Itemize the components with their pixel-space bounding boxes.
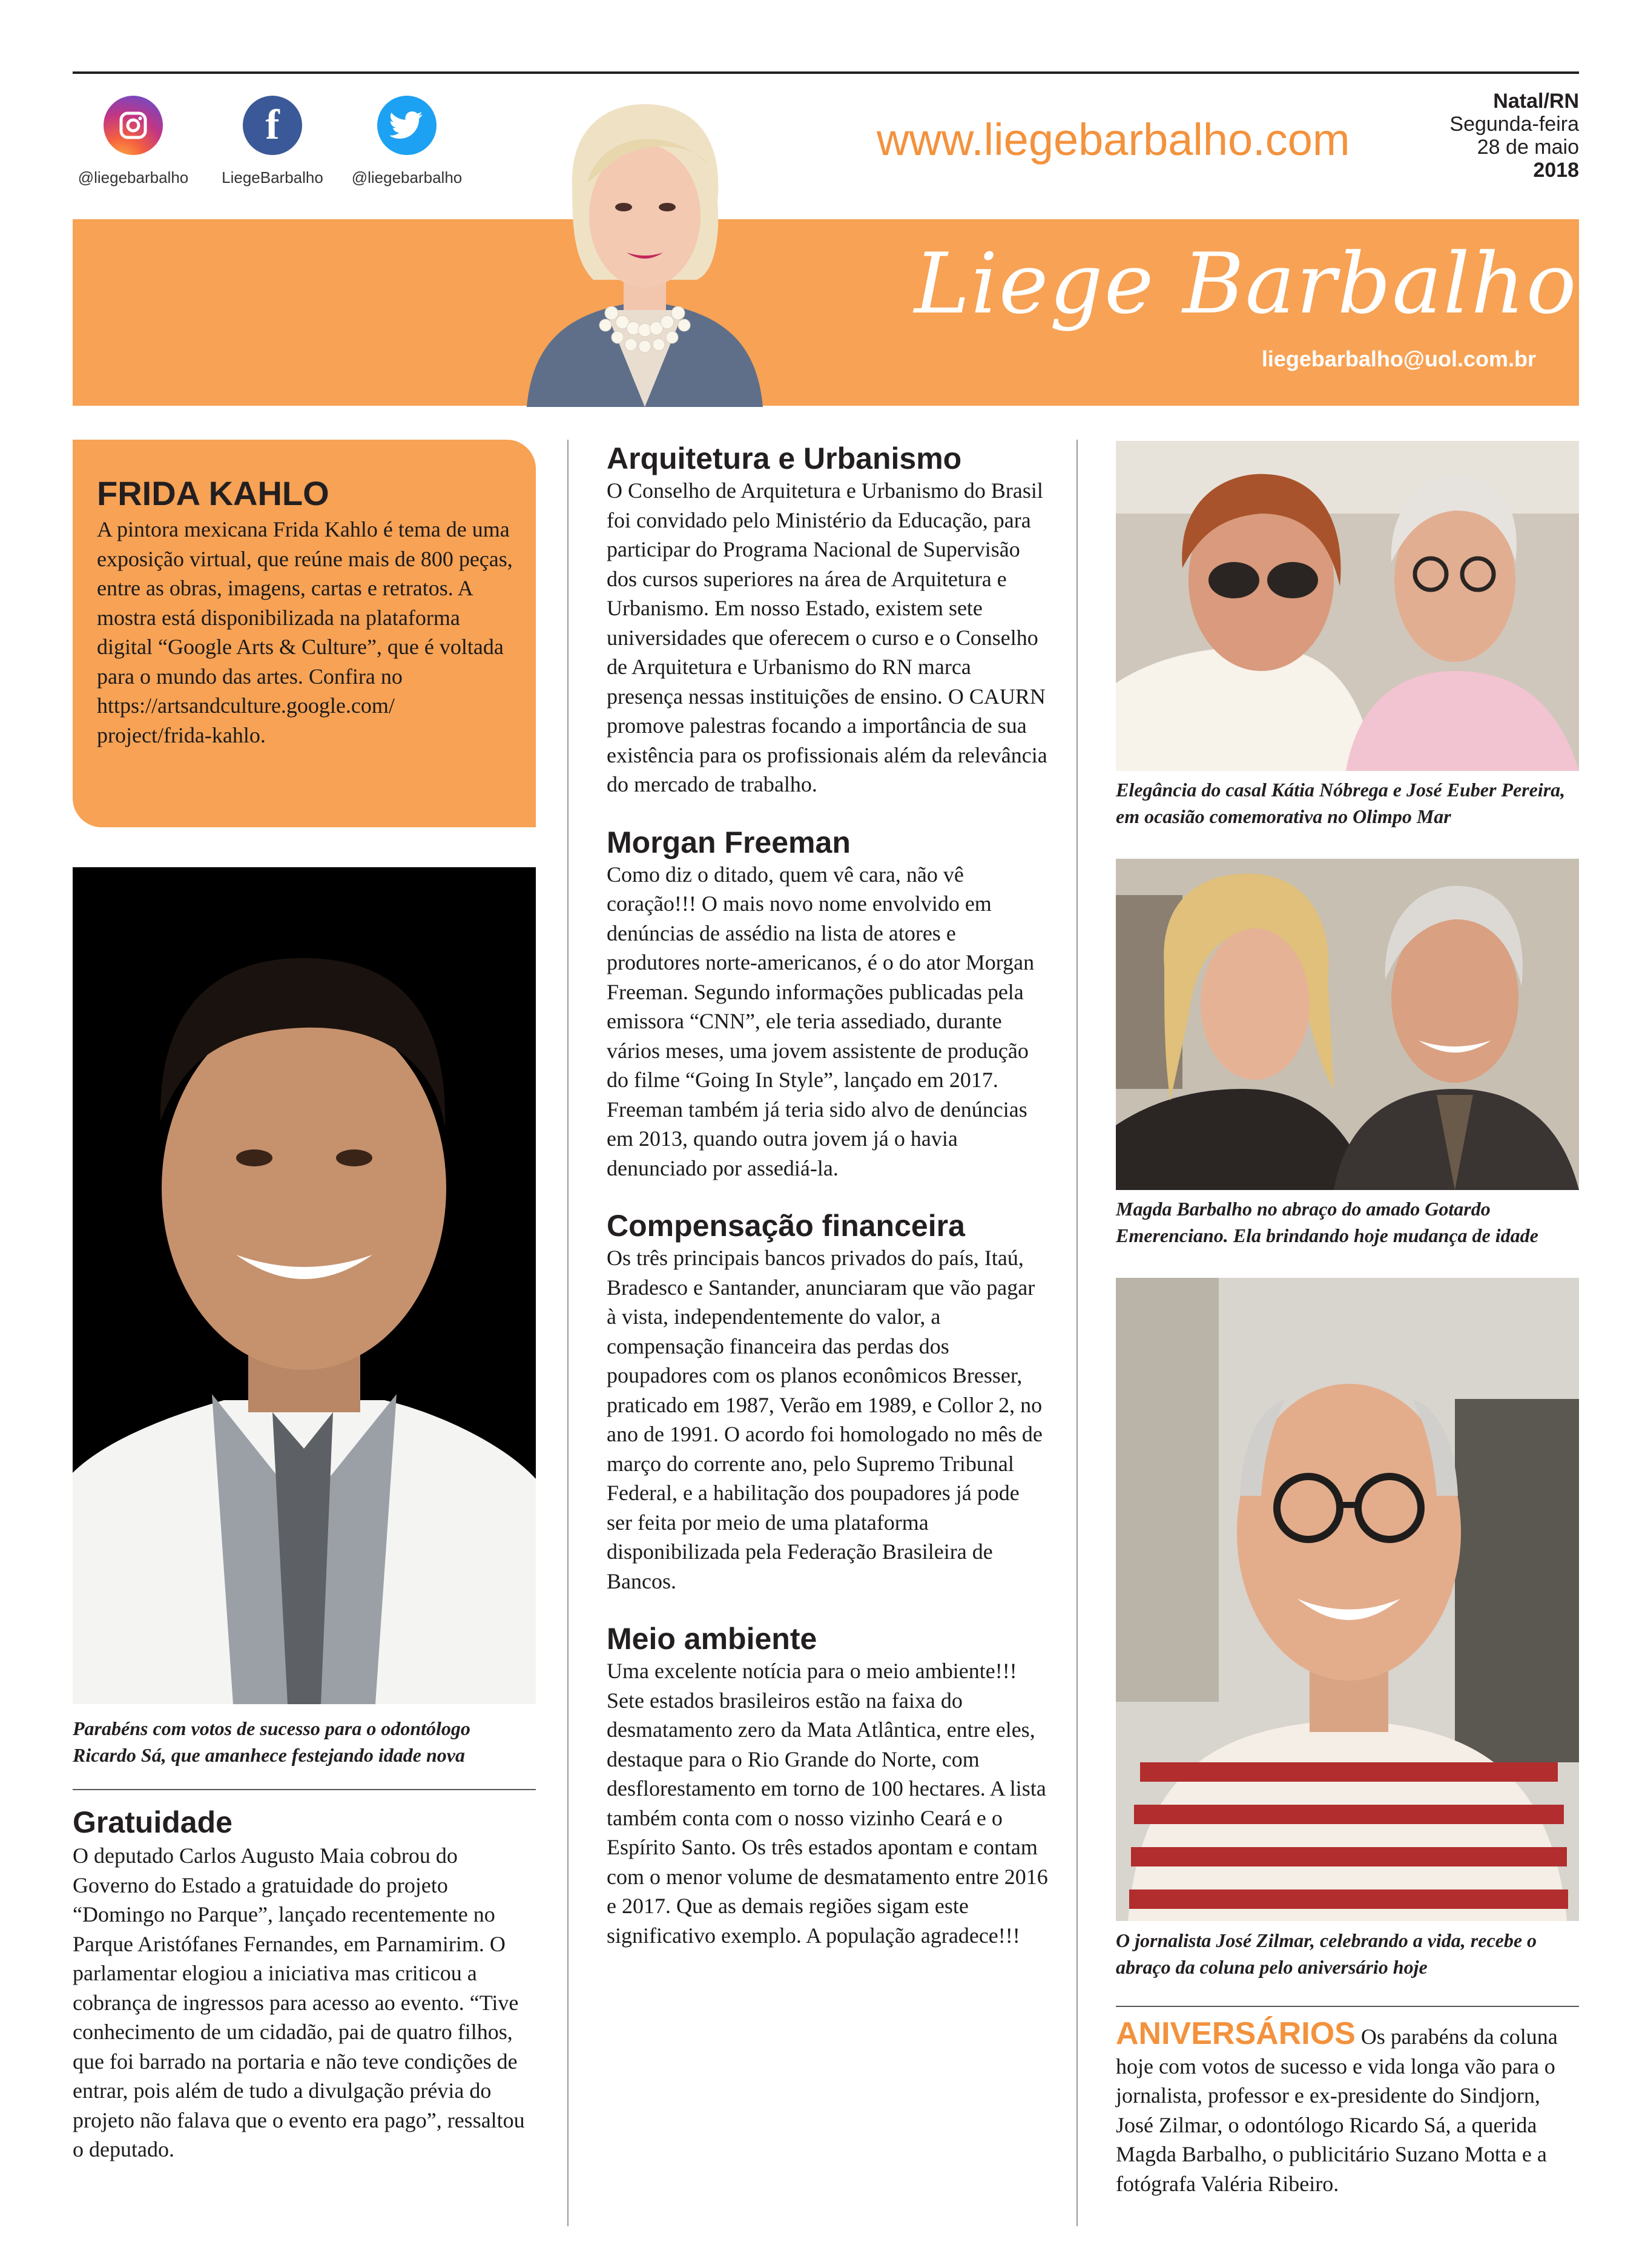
- article-title: Meio ambiente: [607, 1622, 817, 1656]
- dateline-year: 2018: [1533, 159, 1579, 182]
- article-body: Uma excelente notícia para o meio ambiente!!! Sete estados brasileiros estão na faixa do desmatamento zero da Mata Atlântica, entre eles, destaque para o Rio Grande do Norte, com desflorestamento em torno de 100 hectares. A lista também conta com o nosso vizinho Ceará e o Espírito Santo. Os três estados apontam e contam com o menor volume de desmatamento entre 2016 e 2017. Que as demais regiões sigam este significativo exemplo. A população agradece!!!: [607, 1659, 1048, 1948]
- ricardo-sa-caption: Parabéns com votos de sucesso para o odontólogo Ricardo Sá, que amanhece festejando idade nova: [73, 1718, 470, 1766]
- article-title: Compensação financeira: [607, 1209, 965, 1243]
- article-morgan-freeman: [607, 825, 1049, 1183]
- article-compensacao: [607, 1208, 1049, 1596]
- middle-column: [607, 441, 1049, 1950]
- frida-box: [73, 440, 536, 827]
- zilmar-photo: [1116, 1278, 1579, 1921]
- facebook-icon: f: [243, 96, 302, 155]
- twitter-handle: @liegebarbalho: [351, 168, 463, 187]
- gratuidade-title: Gratuidade: [73, 1805, 232, 1839]
- instagram-handle: @liegebarbalho: [77, 168, 189, 187]
- gratuidade-body: O deputado Carlos Augusto Maia cobrou do Governo do Estado a gratuidade do projeto “Domingo no Parque”, lançado recentemente no Parque Aristófanes Fernandes, em Parnamirim. O parlamentar elogiou a iniciativa mas criticou a cobrança de ingressos para acesso ao evento. “Tive conhecimento de um cidadão, pai de quatro filhos, que foi barrado na portaria e não teve condições de entrar, pois além de tudo a divulgação prévia do projeto não falava que o evento era pago”, ressaltou o deputado.: [73, 1843, 525, 2161]
- article-title: Arquitetura e Urbanismo: [607, 441, 962, 475]
- couple-photo-2-caption: Magda Barbalho no abraço do amado Gotardo Emerenciano. Ela brindando hoje mudança de idade: [1116, 1198, 1538, 1246]
- email-address[interactable]: liegebarbalho@uol.com.br: [1261, 346, 1536, 371]
- website-url[interactable]: www.liegebarbalho.com: [877, 114, 1350, 165]
- left-divider: [73, 1789, 536, 1790]
- article-meio-ambiente: [607, 1621, 1049, 1950]
- social-instagram[interactable]: [67, 96, 200, 187]
- column-rule-left: [567, 440, 569, 2226]
- article-body: O Conselho de Arquitetura e Urbanismo do Brasil foi convidado pelo Ministério da Educação, para participar do Programa Nacional de Supervisão dos cursos superiores na área de Arquitetura e Urbanismo. Em nosso Estado, existem sete universidades que oferecem o curso e o Conselho de Arquitetura e Urbanismo do RN marca presença nessas instituições de ensino. O CAURN promove palestras focando a importância de sua existência para os profissionais além da relevância do mercado de trabalho.: [607, 478, 1047, 796]
- social-twitter[interactable]: [340, 96, 473, 187]
- column-name: Liege Barbalho: [914, 235, 1578, 332]
- couple-photo-1-caption: Elegância do casal Kátia Nóbrega e José Euber Pereira, em ocasião comemorativa no Olimpo Mar: [1116, 779, 1566, 827]
- aniversarios-label: ANIVERSÁRIOS: [1116, 2016, 1356, 2051]
- article-body: Como diz o ditado, quem vê cara, não vê coração!!! O mais novo nome envolvido em denúncias de assédio na lista de atores e produtores norte-americanos, é o do ator Morgan Freeman. Segundo informações publicadas pela emissora “CNN”, ele teria assediado, durante vários meses, uma jovem assistente de produção do filme “Going In Style”, lançado em 2017. Freeman também já teria sido alvo de denúncias em 2013, quando outra jovem já o havia denunciado por assediá-la.: [607, 862, 1035, 1180]
- right-divider: [1116, 2006, 1579, 2007]
- frida-title: FRIDA KAHLO: [97, 474, 329, 512]
- couple-photo-2: [1116, 859, 1579, 1190]
- dateline-location: Natal/RN: [1493, 90, 1579, 113]
- frida-body: A pintora mexicana Frida Kahlo é tema de uma exposição virtual, que reúne mais de 800 peças, entre as obras, imagens, cartas e retratos. A mostra está disponibilizada na plataforma digital “Google Arts & Culture”, que é voltada para o mundo das artes. Confira no https://artsandculture.google.com/ project/frida-kahlo.: [97, 517, 513, 747]
- aniversarios-block: [1116, 2016, 1579, 2198]
- article-arquitetura: [607, 441, 1049, 799]
- dateline-date: 28 de maio: [1477, 136, 1579, 159]
- article-title: Morgan Freeman: [607, 825, 851, 859]
- couple-photo-1: [1116, 441, 1579, 771]
- twitter-icon: [377, 96, 437, 155]
- instagram-icon: [104, 96, 163, 155]
- top-rule: [73, 71, 1579, 74]
- aniversarios-body: Os parabéns da coluna hoje com votos de sucesso e vida longa vão para o jornalista, professor e ex-presidente do Sindjorn, José Zilmar, o odontólogo Ricardo Sá, a querida Magda Barbalho, o publicitário Suzano Motta e a fotógrafa Valéria Ribeiro.: [1116, 2025, 1558, 2196]
- dateline: [1449, 90, 1579, 182]
- columnist-portrait: [515, 80, 775, 407]
- social-facebook[interactable]: [206, 96, 339, 187]
- zilmar-caption: O jornalista José Zilmar, celebrando a vida, recebe o abraço da coluna pelo aniversário hoje: [1116, 1929, 1537, 1978]
- article-body: Os três principais bancos privados do país, Itaú, Bradesco e Santander, anunciaram que vão pagar à vista, independentemente do valor, a compensação financeira das perdas dos poupadores com os planos econômicos Bresser, praticado em 1987, Verão em 1989, e Collor 2, no ano de 1991. O acordo foi homologado no mês de março do corrente ano, pelo Supremo Tribunal Federal, e a habilitação dos poupadores já pode ser feita por meio de uma plataforma disponibilizada pela Federação Brasileira de Bancos.: [607, 1246, 1043, 1593]
- dateline-weekday: Segunda-feira: [1449, 113, 1579, 136]
- ricardo-sa-photo: [73, 867, 536, 1704]
- facebook-handle: LiegeBarbalho: [222, 168, 323, 187]
- column-rule-right: [1076, 440, 1078, 2226]
